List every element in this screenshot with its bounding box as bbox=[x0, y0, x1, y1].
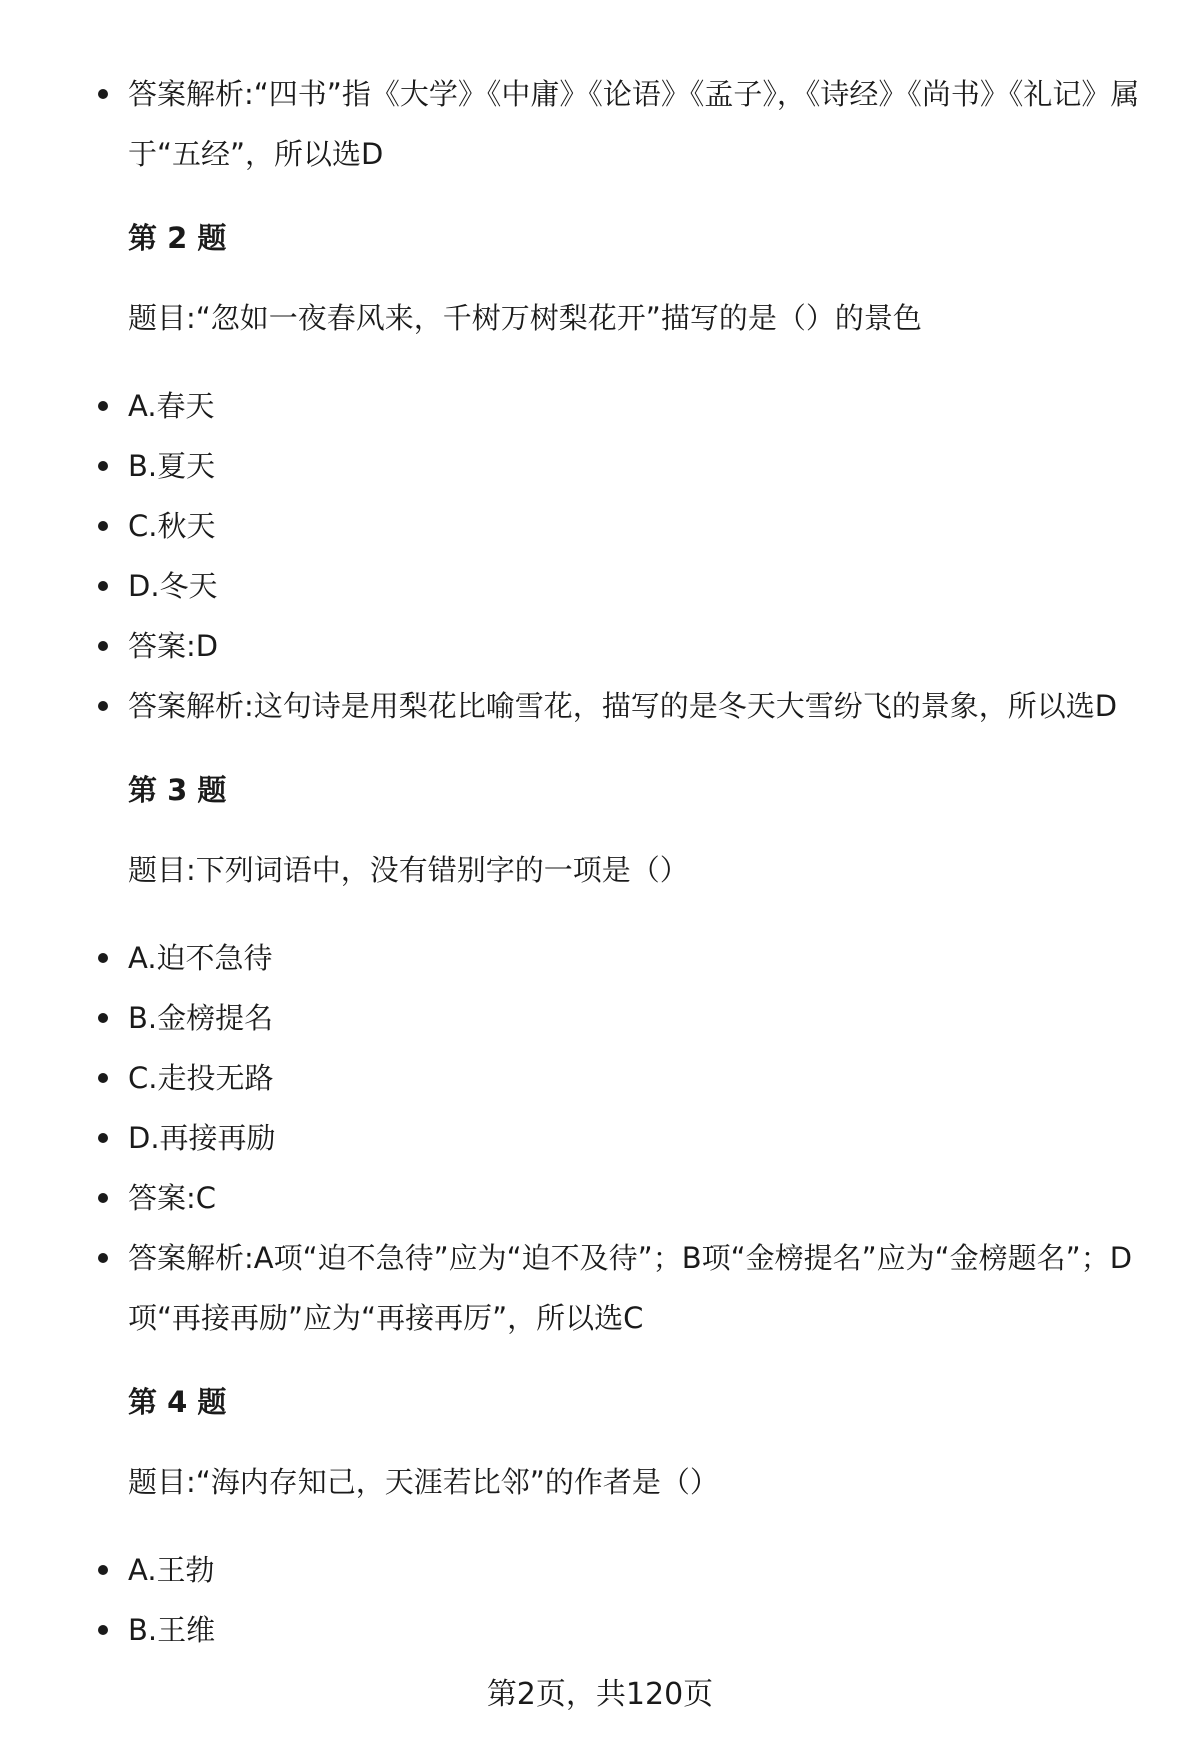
option-text: D.冬天 bbox=[128, 569, 218, 603]
option-a bbox=[96, 928, 1156, 988]
bullet-dot bbox=[98, 1253, 108, 1263]
bullet-dot bbox=[98, 701, 108, 711]
option-b bbox=[96, 988, 1156, 1048]
bullet-dot bbox=[98, 521, 108, 531]
option-b bbox=[96, 1600, 1156, 1660]
bullet-dot bbox=[98, 1565, 108, 1575]
option-c bbox=[96, 496, 1156, 556]
answer bbox=[96, 616, 1156, 676]
question-heading: 第 3 题 bbox=[128, 773, 227, 807]
bullet-dot bbox=[98, 581, 108, 591]
answer-text: 答案:D bbox=[128, 629, 219, 663]
question-stem: 题目:“忽如一夜春风来，千树万树梨花开”描写的是（）的景色 bbox=[128, 301, 922, 335]
q1-explanation bbox=[96, 64, 1156, 184]
option-text: B.夏天 bbox=[128, 449, 216, 483]
option-a bbox=[96, 1540, 1156, 1600]
bullet-dot bbox=[98, 1193, 108, 1203]
question-4 bbox=[96, 1372, 1156, 1660]
bullet-dot bbox=[98, 1133, 108, 1143]
option-text: C.走投无路 bbox=[128, 1061, 274, 1095]
option-d bbox=[96, 1108, 1156, 1168]
bullet-dot bbox=[98, 461, 108, 471]
option-text: C.秋天 bbox=[128, 509, 216, 543]
option-text: A.王勃 bbox=[128, 1553, 215, 1587]
bullet-dot bbox=[98, 1625, 108, 1635]
answer-text: 答案:C bbox=[128, 1181, 217, 1215]
bullet-dot bbox=[98, 1013, 108, 1023]
option-text: A.春天 bbox=[128, 389, 215, 423]
bullet-dot bbox=[98, 1073, 108, 1083]
explanation bbox=[96, 676, 1156, 736]
bullet-dot bbox=[98, 89, 108, 99]
question-stem: 题目:下列词语中，没有错别字的一项是（） bbox=[128, 853, 689, 887]
bullet-dot bbox=[98, 401, 108, 411]
option-a bbox=[96, 376, 1156, 436]
explanation-text: 答案解析:A项“迫不急待”应为“迫不及待”；B项“金榜提名”应为“金榜题名”；D项“再接再励”应为“再接再厉”，所以选C bbox=[128, 1241, 1133, 1335]
option-d bbox=[96, 556, 1156, 616]
question-2 bbox=[96, 208, 1156, 736]
question-stem: 题目:“海内存知己，天涯若比邻”的作者是（） bbox=[128, 1465, 719, 1499]
explanation-text: 答案解析:这句诗是用梨花比喻雪花，描写的是冬天大雪纷飞的景象，所以选D bbox=[128, 689, 1118, 723]
option-text: D.再接再励 bbox=[128, 1121, 276, 1155]
page-number: 第2页，共120页 bbox=[486, 1677, 714, 1712]
option-b bbox=[96, 436, 1156, 496]
bullet-dot bbox=[98, 641, 108, 651]
explanation-text: 答案解析:“四书”指《大学》《中庸》《论语》《孟子》，《诗经》《尚书》《礼记》属于“五经”，所以选D bbox=[128, 77, 1140, 171]
option-text: B.金榜提名 bbox=[128, 1001, 274, 1035]
question-heading: 第 4 题 bbox=[128, 1385, 227, 1419]
option-text: A.迫不急待 bbox=[128, 941, 273, 975]
bullet-dot bbox=[98, 953, 108, 963]
page-content bbox=[96, 64, 1156, 1660]
option-text: B.王维 bbox=[128, 1613, 216, 1647]
answer bbox=[96, 1168, 1156, 1228]
option-c bbox=[96, 1048, 1156, 1108]
question-3 bbox=[96, 760, 1156, 1348]
question-heading: 第 2 题 bbox=[128, 221, 227, 255]
explanation bbox=[96, 1228, 1156, 1348]
